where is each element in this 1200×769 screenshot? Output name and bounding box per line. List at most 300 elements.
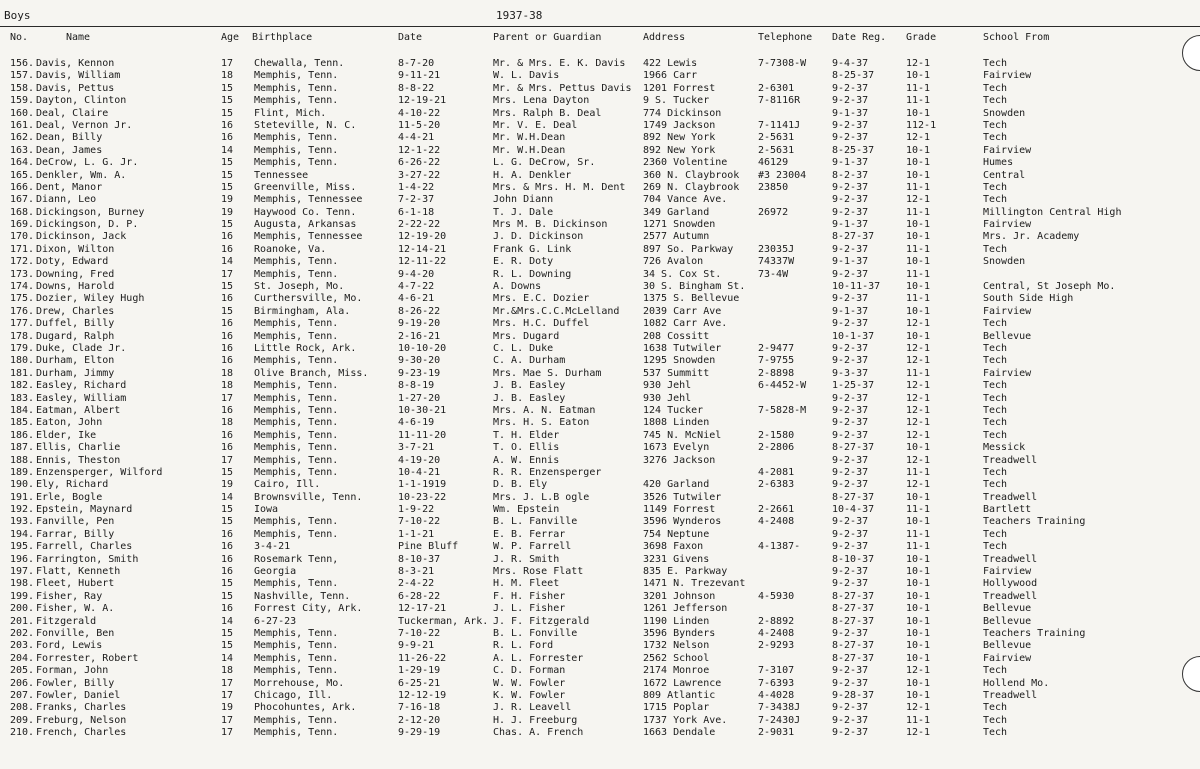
header-no: No.	[10, 32, 29, 43]
row-no: 172.	[10, 256, 35, 268]
student-name: Deal, Claire	[36, 107, 109, 119]
birthplace: Memphis, Tenn.	[254, 454, 339, 466]
birth-date: 11-26-22	[398, 652, 447, 664]
table-row	[0, 665, 1200, 677]
address: 1082 Carr Ave.	[643, 318, 728, 330]
birthplace: Memphis, Tenn.	[254, 82, 339, 94]
student-age: 16	[221, 318, 234, 330]
school-from: Tech	[983, 479, 1008, 491]
birthplace: Birmingham, Ala.	[254, 305, 351, 317]
row-no: 175.	[10, 293, 35, 305]
grade: 12-1	[906, 727, 931, 739]
date-registered: 9-2-37	[832, 318, 869, 330]
parent-name: A. W. Ennis	[493, 454, 560, 466]
date-registered: 9-2-37	[832, 466, 869, 478]
parent-name: Mrs. J. L.B ogle	[493, 491, 590, 503]
grade: 12-1	[906, 454, 931, 466]
table-row	[0, 170, 1200, 182]
student-name: DeCrow, L. G. Jr.	[36, 157, 139, 169]
birth-date: 12-14-21	[398, 243, 447, 255]
row-no: 207.	[10, 689, 35, 701]
table-row	[0, 578, 1200, 590]
birth-date: 8-10-37	[398, 553, 441, 565]
student-name: Fisher, Ray	[36, 590, 103, 602]
grade: 10-1	[906, 615, 931, 627]
parent-name: B. L. Fanville	[493, 516, 578, 528]
grade: 10-1	[906, 677, 931, 689]
row-no: 162.	[10, 132, 35, 144]
student-name: Deal, Vernon Jr.	[36, 119, 133, 131]
date-registered: 8-27-37	[832, 652, 875, 664]
school-from: Tech	[983, 342, 1008, 354]
student-age: 15	[221, 169, 234, 181]
table-row	[0, 343, 1200, 355]
telephone: 7-7308-W	[758, 58, 807, 69]
address: 835 E. Parkway	[643, 566, 728, 578]
table-row	[0, 417, 1200, 429]
student-name: Dickingson, Burney	[36, 206, 145, 218]
header-telephone: Telephone	[758, 32, 813, 43]
birthplace: Memphis, Tenn.	[254, 380, 339, 392]
student-age: 16	[221, 293, 234, 305]
birthplace: Memphis, Tenn.	[254, 417, 339, 429]
birth-date: 7-10-22	[398, 516, 441, 528]
row-no: 177.	[10, 318, 35, 330]
school-from: Teachers Training	[983, 627, 1086, 639]
student-age: 19	[221, 194, 234, 206]
parent-name: K. W. Fowler	[493, 689, 566, 701]
table-row	[0, 318, 1200, 330]
school-from: Treadwell	[983, 689, 1038, 701]
row-no: 183.	[10, 392, 35, 404]
school-from: Treadwell	[983, 590, 1038, 602]
row-no: 157.	[10, 70, 35, 82]
birth-date: 8-8-19	[398, 380, 435, 392]
school-from: Central, St Joseph Mo.	[983, 281, 1116, 293]
date-registered: 9-1-37	[832, 107, 869, 119]
parent-name: T. O. Ellis	[493, 442, 560, 454]
birthplace: Rosemark Tenn,	[254, 553, 339, 565]
student-name: Erle, Bogle	[36, 491, 103, 503]
parent-name: J. D. Dickinson	[493, 231, 584, 243]
grade: 12-1	[906, 58, 931, 69]
address: 1966 Carr	[643, 70, 698, 82]
date-registered: 9-3-37	[832, 367, 869, 379]
address: 2174 Monroe	[643, 665, 710, 677]
parent-name: Mrs. E.C. Dozier	[493, 293, 590, 305]
birth-date: 2-22-22	[398, 219, 441, 231]
birthplace: Cairo, Ill.	[254, 479, 321, 491]
date-registered: 9-2-37	[832, 342, 869, 354]
section-label: Boys	[4, 9, 31, 22]
birth-date: 11-5-20	[398, 119, 441, 131]
address: 892 New York	[643, 132, 716, 144]
student-name: Ellis, Charlie	[36, 442, 121, 454]
address: 3596 Wynderos	[643, 516, 722, 528]
student-age: 14	[221, 491, 234, 503]
birthplace: Memphis, Tenn.	[254, 442, 339, 454]
address: 1375 S. Bellevue	[643, 293, 740, 305]
school-from: Treadwell	[983, 491, 1038, 503]
date-registered: 8-27-37	[832, 442, 875, 454]
date-registered: 8-27-37	[832, 603, 875, 615]
grade: 112-1	[906, 119, 937, 131]
grade: 10-1	[906, 107, 931, 119]
student-age: 14	[221, 256, 234, 268]
parent-name: J. B. Easley	[493, 392, 566, 404]
address: 1672 Lawrence	[643, 677, 722, 689]
birth-date: Pine Bluff	[398, 541, 459, 553]
address: 422 Lewis	[643, 58, 698, 69]
birthplace: Memphis, Tenn.	[254, 640, 339, 652]
birth-date: 7-10-22	[398, 627, 441, 639]
telephone: 2-8898	[758, 367, 795, 379]
table-row	[0, 269, 1200, 281]
telephone: 4-2408	[758, 627, 795, 639]
student-name: Farrington, Smith	[36, 553, 139, 565]
parent-name: H. J. Freeburg	[493, 714, 578, 726]
student-name: Freburg, Nelson	[36, 714, 127, 726]
birthplace: Haywood Co. Tenn.	[254, 206, 357, 218]
parent-name: Mrs. H.C. Duffel	[493, 318, 590, 330]
parent-name: Mrs. Rose Flatt	[493, 566, 584, 578]
student-age: 19	[221, 702, 234, 714]
student-age: 17	[221, 727, 234, 739]
parent-name: J. R. Smith	[493, 553, 560, 565]
grade: 11-1	[906, 293, 931, 305]
parent-name: B. L. Fonville	[493, 627, 578, 639]
birth-date: 2-16-21	[398, 330, 441, 342]
date-registered: 8-27-37	[832, 590, 875, 602]
school-from: Tech	[983, 380, 1008, 392]
student-name: Duke, Clade Jr.	[36, 342, 127, 354]
school-from: Messick	[983, 442, 1026, 454]
telephone: 74337W	[758, 256, 795, 268]
table-row	[0, 504, 1200, 516]
parent-name: Mr. & Mrs. Pettus Davis	[493, 82, 632, 94]
parent-name: Wm. Epstein	[493, 504, 560, 516]
grade: 11-1	[906, 528, 931, 540]
student-age: 15	[221, 157, 234, 169]
telephone: 4-5930	[758, 590, 795, 602]
address: 30 S. Bingham St.	[643, 281, 746, 293]
student-rows	[0, 58, 1200, 739]
school-from: Tech	[983, 404, 1008, 416]
telephone: 7-9755	[758, 355, 795, 367]
student-age: 16	[221, 119, 234, 131]
birthplace: Memphis, Tenn.	[254, 665, 339, 677]
date-registered: 9-2-37	[832, 714, 869, 726]
birthplace: Memphis, Tenn.	[254, 157, 339, 169]
row-no: 194.	[10, 528, 35, 540]
table-row	[0, 727, 1200, 739]
birth-date: 12-17-21	[398, 603, 447, 615]
student-name: Doty, Edward	[36, 256, 109, 268]
table-row	[0, 132, 1200, 144]
date-registered: 9-4-37	[832, 58, 869, 69]
table-row	[0, 566, 1200, 578]
student-name: Fowler, Daniel	[36, 689, 121, 701]
address: 3526 Tutwiler	[643, 491, 722, 503]
birth-date: 6-28-22	[398, 590, 441, 602]
grade: 10-1	[906, 231, 931, 243]
student-age: 14	[221, 615, 234, 627]
table-row	[0, 529, 1200, 541]
student-name: Davis, Pettus	[36, 82, 115, 94]
grade: 12-1	[906, 355, 931, 367]
row-no: 158.	[10, 82, 35, 94]
birthplace: Memphis, Tennessee	[254, 231, 363, 243]
row-no: 201.	[10, 615, 35, 627]
school-from: Treadwell	[983, 553, 1038, 565]
birthplace: Memphis, Tenn.	[254, 528, 339, 540]
student-age: 16	[221, 404, 234, 416]
address: 3698 Faxon	[643, 541, 704, 553]
student-name: Forrester, Robert	[36, 652, 139, 664]
student-age: 16	[221, 342, 234, 354]
birth-date: 9-9-21	[398, 640, 435, 652]
parent-name: Mrs. Lena Dayton	[493, 95, 590, 107]
parent-name: A. Downs	[493, 281, 542, 293]
row-no: 184.	[10, 404, 35, 416]
grade: 10-1	[906, 652, 931, 664]
birth-date: 3-7-21	[398, 442, 435, 454]
telephone: 2-6301	[758, 82, 795, 94]
student-age: 15	[221, 305, 234, 317]
row-no: 169.	[10, 219, 35, 231]
student-name: Epstein, Maynard	[36, 504, 133, 516]
birthplace: Memphis, Tenn.	[254, 516, 339, 528]
student-name: Dickinson, Jack	[36, 231, 127, 243]
page-header	[0, 4, 1200, 27]
student-name: Eatman, Albert	[36, 404, 121, 416]
header-name: Name	[66, 32, 91, 43]
address: 1663 Dendale	[643, 727, 716, 739]
student-age: 16	[221, 355, 234, 367]
address: 2360 Volentine	[643, 157, 728, 169]
school-from: Tech	[983, 417, 1008, 429]
address: 3231 Givens	[643, 553, 710, 565]
student-name: Eaton, John	[36, 417, 103, 429]
student-name: Easley, Richard	[36, 380, 127, 392]
address: 1638 Tutwiler	[643, 342, 722, 354]
address: 269 N. Claybrook	[643, 181, 740, 193]
birth-date: 1-4-22	[398, 181, 435, 193]
grade: 10-1	[906, 256, 931, 268]
telephone: 2-1580	[758, 429, 795, 441]
table-row	[0, 306, 1200, 318]
student-age: 15	[221, 466, 234, 478]
student-name: Drew, Charles	[36, 305, 115, 317]
school-from: Tech	[983, 392, 1008, 404]
date-registered: 1-25-37	[832, 380, 875, 392]
date-registered: 9-2-37	[832, 404, 869, 416]
parent-name: Mrs M. B. Dickinson	[493, 219, 608, 231]
birth-date: 4-19-20	[398, 454, 441, 466]
row-no: 186.	[10, 429, 35, 441]
school-from: Hollend Mo.	[983, 677, 1050, 689]
address: 1471 N. Trezevant	[643, 578, 746, 590]
birth-date: 12-11-22	[398, 256, 447, 268]
telephone: 2-2661	[758, 504, 795, 516]
parent-name: Mrs. Dugard	[493, 330, 560, 342]
telephone: 4-2081	[758, 466, 795, 478]
student-name: Durham, Jimmy	[36, 367, 115, 379]
birthplace: 3-4-21	[254, 541, 291, 553]
birth-date: 10-30-21	[398, 404, 447, 416]
parent-name: C. D. Forman	[493, 665, 566, 677]
birthplace: Nashville, Tenn.	[254, 590, 351, 602]
row-no: 197.	[10, 566, 35, 578]
address: 1732 Nelson	[643, 640, 710, 652]
school-from: Fairview	[983, 652, 1032, 664]
student-name: Enzensperger, Wilford	[36, 466, 163, 478]
school-from: Hollywood	[983, 578, 1038, 590]
address: 745 N. McNiel	[643, 429, 722, 441]
date-registered: 10-11-37	[832, 281, 881, 293]
birth-date: 1-1-1919	[398, 479, 447, 491]
header-school: School From	[983, 32, 1050, 43]
student-age: 15	[221, 590, 234, 602]
birthplace: Flint, Mich.	[254, 107, 327, 119]
birthplace: Memphis, Tenn.	[254, 652, 339, 664]
birthplace: Memphis, Tenn.	[254, 95, 339, 107]
student-name: Ford, Lewis	[36, 640, 103, 652]
school-from: Humes	[983, 157, 1014, 169]
telephone: 4-4028	[758, 689, 795, 701]
student-age: 17	[221, 677, 234, 689]
birth-date: 6-25-21	[398, 677, 441, 689]
date-registered: 8-10-37	[832, 553, 875, 565]
birth-date: 8-8-22	[398, 82, 435, 94]
parent-name: D. B. Ely	[493, 479, 548, 491]
telephone: 7-5828-M	[758, 404, 807, 416]
grade: 12-1	[906, 665, 931, 677]
date-registered: 9-2-37	[832, 528, 869, 540]
row-no: 198.	[10, 578, 35, 590]
birthplace: Roanoke, Va.	[254, 243, 327, 255]
school-from: Tech	[983, 714, 1008, 726]
school-from: Tech	[983, 95, 1008, 107]
birth-date: 1-1-21	[398, 528, 435, 540]
grade: 10-1	[906, 627, 931, 639]
grade: 12-1	[906, 429, 931, 441]
date-registered: 8-25-37	[832, 70, 875, 82]
student-age: 19	[221, 206, 234, 218]
birth-date: 10-4-21	[398, 466, 441, 478]
student-name: Ely, Richard	[36, 479, 109, 491]
student-age: 17	[221, 58, 234, 69]
table-row	[0, 58, 1200, 70]
parent-name: L. G. DeCrow, Sr.	[493, 157, 596, 169]
telephone: 6-4452-W	[758, 380, 807, 392]
address: 1749 Jackson	[643, 119, 716, 131]
table-row	[0, 207, 1200, 219]
date-registered: 9-1-37	[832, 157, 869, 169]
birthplace: Curthersville, Mo.	[254, 293, 363, 305]
parent-name: H. A. Denkler	[493, 169, 572, 181]
grade: 10-1	[906, 491, 931, 503]
school-from: Fairview	[983, 566, 1032, 578]
parent-name: Mrs. Ralph B. Deal	[493, 107, 602, 119]
student-name: Dozier, Wiley Hugh	[36, 293, 145, 305]
grade: 12-1	[906, 380, 931, 392]
grade: 12-1	[906, 194, 931, 206]
telephone: 23850	[758, 181, 789, 193]
date-registered: 8-27-37	[832, 231, 875, 243]
grade: 12-1	[906, 702, 931, 714]
grade: 12-1	[906, 404, 931, 416]
address: 9 S. Tucker	[643, 95, 710, 107]
row-no: 208.	[10, 702, 35, 714]
grade: 12-1	[906, 392, 931, 404]
school-from: Bellevue	[983, 640, 1032, 652]
address: 2039 Carr Ave	[643, 305, 722, 317]
student-name: Fisher, W. A.	[36, 603, 115, 615]
telephone: 7-6393	[758, 677, 795, 689]
school-from: Tech	[983, 82, 1008, 94]
student-age: 17	[221, 714, 234, 726]
student-name: Easley, William	[36, 392, 127, 404]
grade: 11-1	[906, 95, 931, 107]
table-row	[0, 120, 1200, 132]
address: 34 S. Cox St.	[643, 268, 722, 280]
date-registered: 9-2-37	[832, 293, 869, 305]
birthplace: Memphis, Tenn.	[254, 318, 339, 330]
address: 1737 York Ave.	[643, 714, 728, 726]
birthplace: Memphis, Tenn.	[254, 627, 339, 639]
row-no: 185.	[10, 417, 35, 429]
birthplace: Memphis, Tenn.	[254, 132, 339, 144]
telephone: #3 23004	[758, 169, 807, 181]
birth-date: 3-27-22	[398, 169, 441, 181]
telephone: 23035J	[758, 243, 795, 255]
student-age: 15	[221, 627, 234, 639]
table-row	[0, 219, 1200, 231]
student-age: 18	[221, 417, 234, 429]
address: 1715 Poplar	[643, 702, 710, 714]
address: 754 Neptune	[643, 528, 710, 540]
student-name: Fonville, Ben	[36, 627, 115, 639]
date-registered: 9-2-37	[832, 454, 869, 466]
table-row	[0, 467, 1200, 479]
grade: 10-1	[906, 157, 931, 169]
row-no: 166.	[10, 181, 35, 193]
birthplace: Memphis, Tenn.	[254, 727, 339, 739]
birthplace: Memphis, Tenn.	[254, 256, 339, 268]
parent-name: Mr. V. E. Deal	[493, 119, 578, 131]
address: 208 Cossitt	[643, 330, 710, 342]
grade: 11-1	[906, 268, 931, 280]
birth-date: 12-19-21	[398, 95, 447, 107]
parent-name: Chas. A. French	[493, 727, 584, 739]
grade: 10-1	[906, 305, 931, 317]
grade: 11-1	[906, 243, 931, 255]
row-no: 171.	[10, 243, 35, 255]
address: 1261 Jefferson	[643, 603, 728, 615]
birth-date: 1-9-22	[398, 504, 435, 516]
school-from: Fairview	[983, 144, 1032, 156]
parent-name: Mrs. & Mrs. H. M. Dent	[493, 181, 626, 193]
table-row	[0, 554, 1200, 566]
student-name: Dent, Manor	[36, 181, 103, 193]
school-from: Tech	[983, 702, 1008, 714]
grade: 10-1	[906, 70, 931, 82]
birthplace: Phocohuntes, Ark.	[254, 702, 357, 714]
telephone: 2-9031	[758, 727, 795, 739]
date-registered: 9-2-37	[832, 627, 869, 639]
parent-name: H. M. Fleet	[493, 578, 560, 590]
